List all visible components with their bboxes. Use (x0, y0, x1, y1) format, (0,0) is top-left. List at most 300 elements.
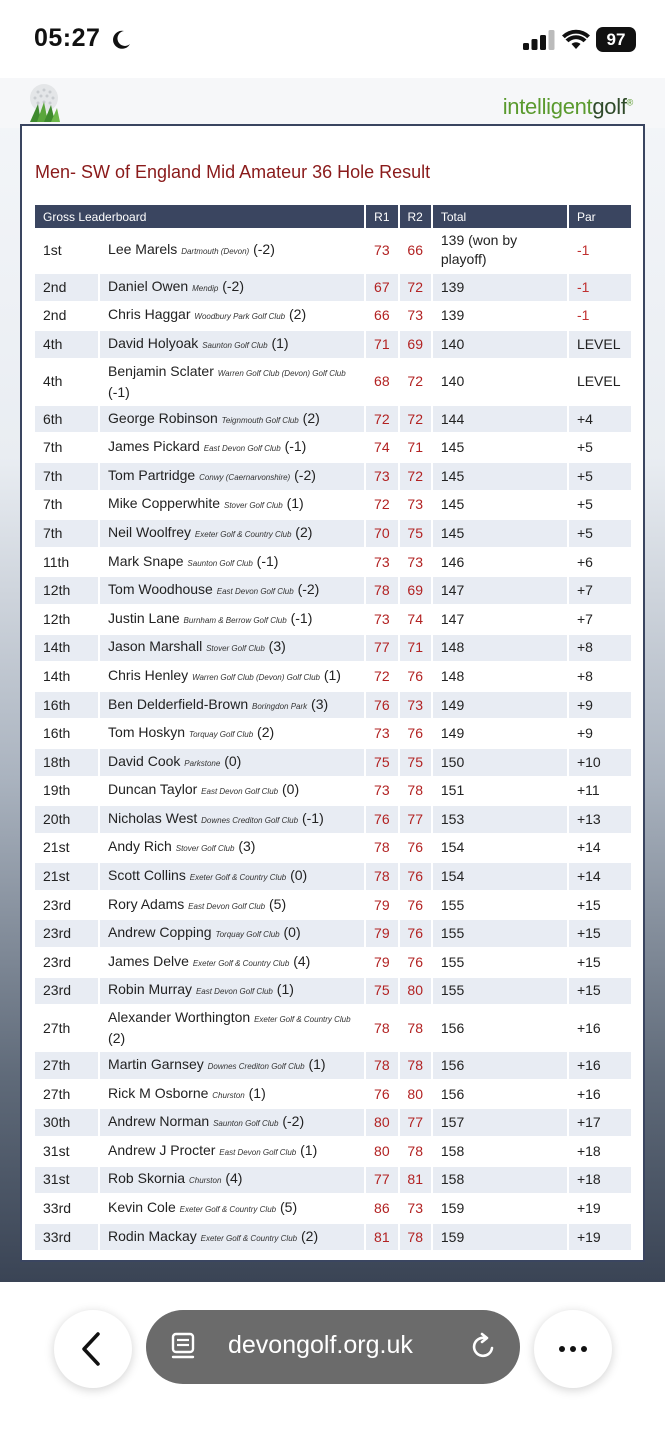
player-name: Duncan Taylor (108, 781, 198, 798)
table-row (35, 274, 631, 303)
table-row (35, 835, 631, 864)
total-score: 155 (433, 892, 569, 921)
round-1-score: 77 (366, 635, 399, 664)
table-row (35, 1006, 631, 1052)
handicap: (0) (282, 781, 300, 798)
player-name: Lee Marels (108, 240, 178, 257)
player-cell (100, 1052, 366, 1081)
par-score: +6 (569, 549, 631, 578)
par-score: +4 (569, 406, 631, 435)
table-row (35, 303, 631, 332)
table-row (35, 406, 631, 435)
player-cell (100, 1081, 366, 1110)
position-cell: 20th (35, 806, 100, 835)
total-score: 155 (433, 978, 569, 1007)
golf-ball-logo-icon[interactable] (24, 82, 64, 124)
par-score: +7 (569, 577, 631, 606)
address-bar[interactable] (146, 1310, 520, 1384)
club-name: Mendip (192, 283, 219, 293)
table-row (35, 520, 631, 549)
par-score: +13 (569, 806, 631, 835)
par-score: +18 (569, 1138, 631, 1167)
player-name: Nicholas West (108, 809, 198, 826)
handicap: (2) (295, 523, 313, 540)
brand-part-2: golf (592, 94, 627, 119)
total-score: 147 (433, 606, 569, 635)
table-row (35, 978, 631, 1007)
status-time: 05:27 (34, 24, 101, 52)
player-name: Andy Rich (108, 838, 172, 855)
position-cell: 6th (35, 406, 100, 435)
position-cell: 21st (35, 835, 100, 864)
player-cell (100, 692, 366, 721)
position-cell: 4th (35, 360, 100, 406)
round-2-score: 77 (400, 806, 433, 835)
position-cell: 2nd (35, 274, 100, 303)
par-score: +15 (569, 978, 631, 1007)
round-1-score: 80 (366, 1109, 399, 1138)
par-score: +18 (569, 1167, 631, 1196)
player-cell (100, 949, 366, 978)
player-name: Kevin Cole (108, 1199, 176, 1216)
table-row (35, 492, 631, 521)
player-name: Martin Garnsey (108, 1056, 204, 1073)
handicap: (3) (238, 838, 256, 855)
table-row (35, 1081, 631, 1110)
handicap: (1) (300, 1141, 318, 1158)
round-2-score: 72 (400, 360, 433, 406)
club-name: East Devon Golf Club (219, 1147, 297, 1157)
club-name: Downes Crediton Golf Club (207, 1062, 305, 1072)
par-score: +15 (569, 892, 631, 921)
url-text[interactable]: devongolf.org.uk (228, 1331, 413, 1359)
club-name: Torquay Golf Club (188, 730, 254, 740)
position-cell: 18th (35, 749, 100, 778)
reader-mode-icon[interactable] (170, 1332, 198, 1362)
handicap: (-2) (282, 1113, 305, 1130)
player-cell (100, 1138, 366, 1167)
handicap: (5) (269, 895, 287, 912)
total-score: 155 (433, 949, 569, 978)
club-name: East Devon Golf Club (203, 444, 281, 454)
table-row (35, 920, 631, 949)
par-score: +14 (569, 835, 631, 864)
par-score: +8 (569, 635, 631, 664)
player-name: David Holyoak (108, 334, 199, 351)
round-1-score: 70 (366, 520, 399, 549)
round-1-score: 86 (366, 1195, 399, 1224)
round-1-score: 74 (366, 434, 399, 463)
player-name: Rob Skornia (108, 1170, 186, 1187)
par-score: -1 (569, 303, 631, 332)
handicap: (-2) (222, 277, 244, 294)
round-1-score: 78 (366, 863, 399, 892)
par-score: +5 (569, 520, 631, 549)
round-2-score: 72 (400, 406, 433, 435)
player-cell (100, 606, 366, 635)
player-cell (100, 892, 366, 921)
table-row (35, 949, 631, 978)
position-cell: 23rd (35, 892, 100, 921)
round-2-score: 78 (400, 1224, 433, 1253)
round-1-score: 68 (366, 360, 399, 406)
table-row (35, 778, 631, 807)
position-cell: 1st (35, 228, 100, 274)
results-panel (20, 124, 645, 1262)
club-name: Exeter Golf & Country Club (192, 958, 290, 968)
club-name: Stover Golf Club (223, 501, 283, 511)
round-2-score: 76 (400, 920, 433, 949)
total-score: 154 (433, 835, 569, 864)
round-2-score: 76 (400, 720, 433, 749)
par-score: +10 (569, 749, 631, 778)
table-row (35, 577, 631, 606)
position-cell: 2nd (35, 303, 100, 332)
handicap: (3) (268, 638, 286, 655)
moon-icon (110, 29, 132, 51)
more-options-button[interactable] (534, 1310, 612, 1388)
table-row (35, 434, 631, 463)
total-score: 159 (433, 1224, 569, 1253)
player-cell (100, 577, 366, 606)
par-score: +16 (569, 1006, 631, 1052)
club-name: Churston (212, 1090, 245, 1100)
round-1-score: 77 (366, 1167, 399, 1196)
player-cell (100, 406, 366, 435)
total-score: 155 (433, 920, 569, 949)
table-row (35, 606, 631, 635)
par-score: +16 (569, 1052, 631, 1081)
round-2-score: 76 (400, 863, 433, 892)
table-row (35, 692, 631, 721)
round-2-score: 73 (400, 303, 433, 332)
round-2-score: 81 (400, 1167, 433, 1196)
handicap: (-1) (301, 809, 324, 826)
player-cell (100, 863, 366, 892)
round-2-score: 80 (400, 1081, 433, 1110)
handicap: (0) (283, 924, 301, 941)
table-row (35, 1138, 631, 1167)
position-cell: 21st (35, 863, 100, 892)
player-cell (100, 331, 366, 360)
round-2-score: 78 (400, 1138, 433, 1167)
position-cell: 31st (35, 1138, 100, 1167)
club-name: Conwy (Caernarvonshire) (199, 472, 291, 482)
club-name: Warren Golf Club (Devon) Golf Club (192, 672, 320, 682)
par-score: LEVEL (569, 331, 631, 360)
club-name: Saunton Golf Club (187, 558, 253, 568)
player-name: Tom Woodhouse (108, 581, 213, 598)
player-cell (100, 274, 366, 303)
round-1-score: 75 (366, 978, 399, 1007)
position-cell: 7th (35, 434, 100, 463)
brand-part-1: intelligent (502, 94, 593, 119)
round-2-score: 76 (400, 892, 433, 921)
club-name: Warren Golf Club (Devon) Golf Club (217, 368, 346, 378)
intelligentgolf-logo[interactable] (503, 94, 633, 120)
total-score: 146 (433, 549, 569, 578)
round-2-score: 75 (400, 749, 433, 778)
brand-registered-mark: ® (626, 97, 633, 108)
par-score: +15 (569, 920, 631, 949)
handicap: (-2) (297, 581, 320, 598)
round-1-score: 72 (366, 492, 399, 521)
position-cell: 12th (35, 577, 100, 606)
player-name: Andrew Norman (108, 1113, 210, 1130)
club-name: Parkstone (184, 758, 221, 768)
total-score: 156 (433, 1081, 569, 1110)
player-cell (100, 1224, 366, 1253)
player-name: Tom Hoskyn (108, 724, 186, 741)
round-1-score: 79 (366, 920, 399, 949)
club-name: Exeter Golf & Country Club (189, 873, 287, 883)
round-2-score: 78 (400, 1052, 433, 1081)
round-2-score: 78 (400, 778, 433, 807)
position-cell: 27th (35, 1052, 100, 1081)
status-bar (0, 0, 665, 78)
handicap: (-2) (253, 240, 275, 257)
round-1-score: 79 (366, 892, 399, 921)
table-row (35, 892, 631, 921)
club-name: East Devon Golf Club (201, 787, 279, 797)
handicap: (-1) (290, 609, 313, 626)
player-name: Andrew J Procter (108, 1141, 216, 1158)
round-2-score: 69 (400, 331, 433, 360)
player-cell (100, 806, 366, 835)
player-cell (100, 749, 366, 778)
position-cell: 23rd (35, 920, 100, 949)
round-1-score: 71 (366, 331, 399, 360)
round-1-score: 81 (366, 1224, 399, 1253)
club-name: Burnham & Berrow Golf Club (183, 615, 287, 625)
handicap: (1) (271, 334, 289, 351)
par-score: +9 (569, 692, 631, 721)
round-2-score: 77 (400, 1109, 433, 1138)
player-cell (100, 1167, 366, 1196)
position-cell: 27th (35, 1081, 100, 1110)
club-name: Stover Golf Club (206, 644, 265, 654)
player-name: Rodin Mackay (108, 1227, 197, 1244)
player-name: Justin Lane (108, 609, 180, 626)
round-1-score: 66 (366, 303, 399, 332)
position-cell: 11th (35, 549, 100, 578)
player-name: Rick M Osborne (108, 1084, 209, 1101)
handicap: (1) (286, 495, 304, 512)
header-par: Par (569, 205, 631, 228)
total-score: 154 (433, 863, 569, 892)
player-name: Andrew Copping (108, 924, 212, 941)
total-score: 140 (433, 360, 569, 406)
player-name: Robin Murray (108, 981, 193, 998)
header-r1: R1 (366, 205, 399, 228)
round-2-score: 75 (400, 520, 433, 549)
page-title: Men- SW of England Mid Amateur 36 Hole Result (35, 162, 431, 182)
round-1-score: 80 (366, 1138, 399, 1167)
round-1-score: 78 (366, 577, 399, 606)
table-row (35, 331, 631, 360)
par-score: +19 (569, 1224, 631, 1253)
player-cell (100, 1195, 366, 1224)
round-1-score: 72 (366, 663, 399, 692)
position-cell: 16th (35, 692, 100, 721)
club-name: East Devon Golf Club (188, 901, 266, 911)
handicap: (2) (257, 724, 275, 741)
position-cell: 23rd (35, 949, 100, 978)
round-2-score: 73 (400, 492, 433, 521)
position-cell: 7th (35, 492, 100, 521)
club-name: Boringdon Park (252, 701, 308, 711)
round-1-score: 78 (366, 1006, 399, 1052)
table-row (35, 749, 631, 778)
total-score: 139 (433, 303, 569, 332)
handicap: (-1) (108, 383, 130, 400)
round-1-score: 78 (366, 1052, 399, 1081)
handicap: (4) (293, 952, 311, 969)
club-name: Downes Crediton Golf Club (201, 815, 299, 825)
club-name: Saunton Golf Club (202, 340, 268, 350)
round-2-score: 74 (400, 606, 433, 635)
par-score: +8 (569, 663, 631, 692)
position-cell: 14th (35, 635, 100, 664)
round-2-score: 71 (400, 635, 433, 664)
position-cell: 33rd (35, 1224, 100, 1253)
player-name: Rory Adams (108, 895, 185, 912)
handicap: (0) (290, 867, 308, 884)
player-name: James Delve (108, 952, 189, 969)
club-name: Exeter Golf & Country Club (200, 1233, 298, 1243)
player-name: Benjamin Sclater (108, 362, 214, 379)
player-name: George Robinson (108, 409, 218, 426)
wifi-icon (562, 29, 590, 50)
player-name: Chris Haggar (108, 306, 191, 323)
club-name: Exeter Golf & Country Club (194, 529, 292, 539)
par-score: +9 (569, 720, 631, 749)
round-1-score: 76 (366, 692, 399, 721)
round-1-score: 75 (366, 749, 399, 778)
round-2-score: 69 (400, 577, 433, 606)
player-name: Neil Woolfrey (108, 523, 192, 540)
round-2-score: 76 (400, 835, 433, 864)
handicap: (1) (323, 666, 341, 683)
club-name: Exeter Golf & Country Club (179, 1205, 277, 1215)
chevron-left-icon (54, 1310, 132, 1388)
total-score: 156 (433, 1006, 569, 1052)
handicap: (-2) (294, 466, 316, 483)
round-1-score: 72 (366, 406, 399, 435)
position-cell: 27th (35, 1006, 100, 1052)
player-name: James Pickard (108, 438, 200, 455)
round-1-score: 79 (366, 949, 399, 978)
handicap: (1) (276, 981, 294, 998)
player-cell (100, 1006, 366, 1052)
handicap: (-1) (284, 438, 307, 455)
player-cell (100, 720, 366, 749)
par-score: +14 (569, 863, 631, 892)
round-2-score: 73 (400, 549, 433, 578)
player-name: Chris Henley (108, 666, 189, 683)
player-cell (100, 835, 366, 864)
total-score: 159 (433, 1195, 569, 1224)
reload-icon[interactable] (470, 1331, 498, 1361)
position-cell: 7th (35, 463, 100, 492)
handicap: (1) (308, 1056, 326, 1073)
par-score: +15 (569, 949, 631, 978)
round-2-score: 73 (400, 1195, 433, 1224)
total-score: 144 (433, 406, 569, 435)
total-score: 149 (433, 720, 569, 749)
round-2-score: 71 (400, 434, 433, 463)
club-name: Saunton Golf Club (213, 1119, 279, 1129)
handicap: (4) (225, 1170, 243, 1187)
header-r2: R2 (400, 205, 433, 228)
handicap: (2) (289, 306, 307, 323)
round-1-score: 73 (366, 549, 399, 578)
total-score: 153 (433, 806, 569, 835)
total-score: 158 (433, 1138, 569, 1167)
par-score: +19 (569, 1195, 631, 1224)
player-name: Ben Delderfield-Brown (108, 695, 249, 712)
player-cell (100, 635, 366, 664)
total-score: 151 (433, 778, 569, 807)
table-row (35, 1167, 631, 1196)
player-name: Daniel Owen (108, 277, 189, 294)
handicap: (1) (248, 1084, 266, 1101)
club-name: East Devon Golf Club (216, 587, 294, 597)
handicap: (3) (311, 695, 329, 712)
position-cell: 33rd (35, 1195, 100, 1224)
par-score: -1 (569, 228, 631, 274)
handicap: (-1) (256, 552, 279, 569)
par-score: +7 (569, 606, 631, 635)
player-cell (100, 360, 366, 406)
cellular-signal-icon (523, 30, 555, 50)
round-2-score: 72 (400, 274, 433, 303)
round-2-score: 80 (400, 978, 433, 1007)
table-row (35, 720, 631, 749)
header-total: Total (433, 205, 569, 228)
table-row (35, 806, 631, 835)
total-score: 148 (433, 635, 569, 664)
header-gross-leaderboard: Gross Leaderboard (35, 205, 366, 228)
club-name: Churston (188, 1176, 222, 1186)
position-cell: 4th (35, 331, 100, 360)
round-1-score: 73 (366, 228, 399, 274)
back-button[interactable] (54, 1310, 132, 1388)
table-row (35, 863, 631, 892)
par-score: +11 (569, 778, 631, 807)
total-score: 145 (433, 463, 569, 492)
round-1-score: 76 (366, 806, 399, 835)
player-name: Alexander Worthington (108, 1009, 251, 1026)
total-score: 140 (433, 331, 569, 360)
round-1-score: 73 (366, 778, 399, 807)
total-score: 158 (433, 1167, 569, 1196)
table-row (35, 463, 631, 492)
par-score: +17 (569, 1109, 631, 1138)
player-cell (100, 492, 366, 521)
table-row (35, 1224, 631, 1253)
player-name: David Cook (108, 752, 181, 769)
round-1-score: 73 (366, 720, 399, 749)
par-score: +5 (569, 463, 631, 492)
table-row (35, 1109, 631, 1138)
leaderboard-table (35, 205, 631, 1252)
total-score: 148 (433, 663, 569, 692)
leaderboard-body (35, 228, 631, 1252)
club-name: Teignmouth Golf Club (221, 415, 299, 425)
club-name: Torquay Golf Club (215, 930, 280, 940)
club-name: Woodbury Park Golf Club (194, 312, 286, 322)
